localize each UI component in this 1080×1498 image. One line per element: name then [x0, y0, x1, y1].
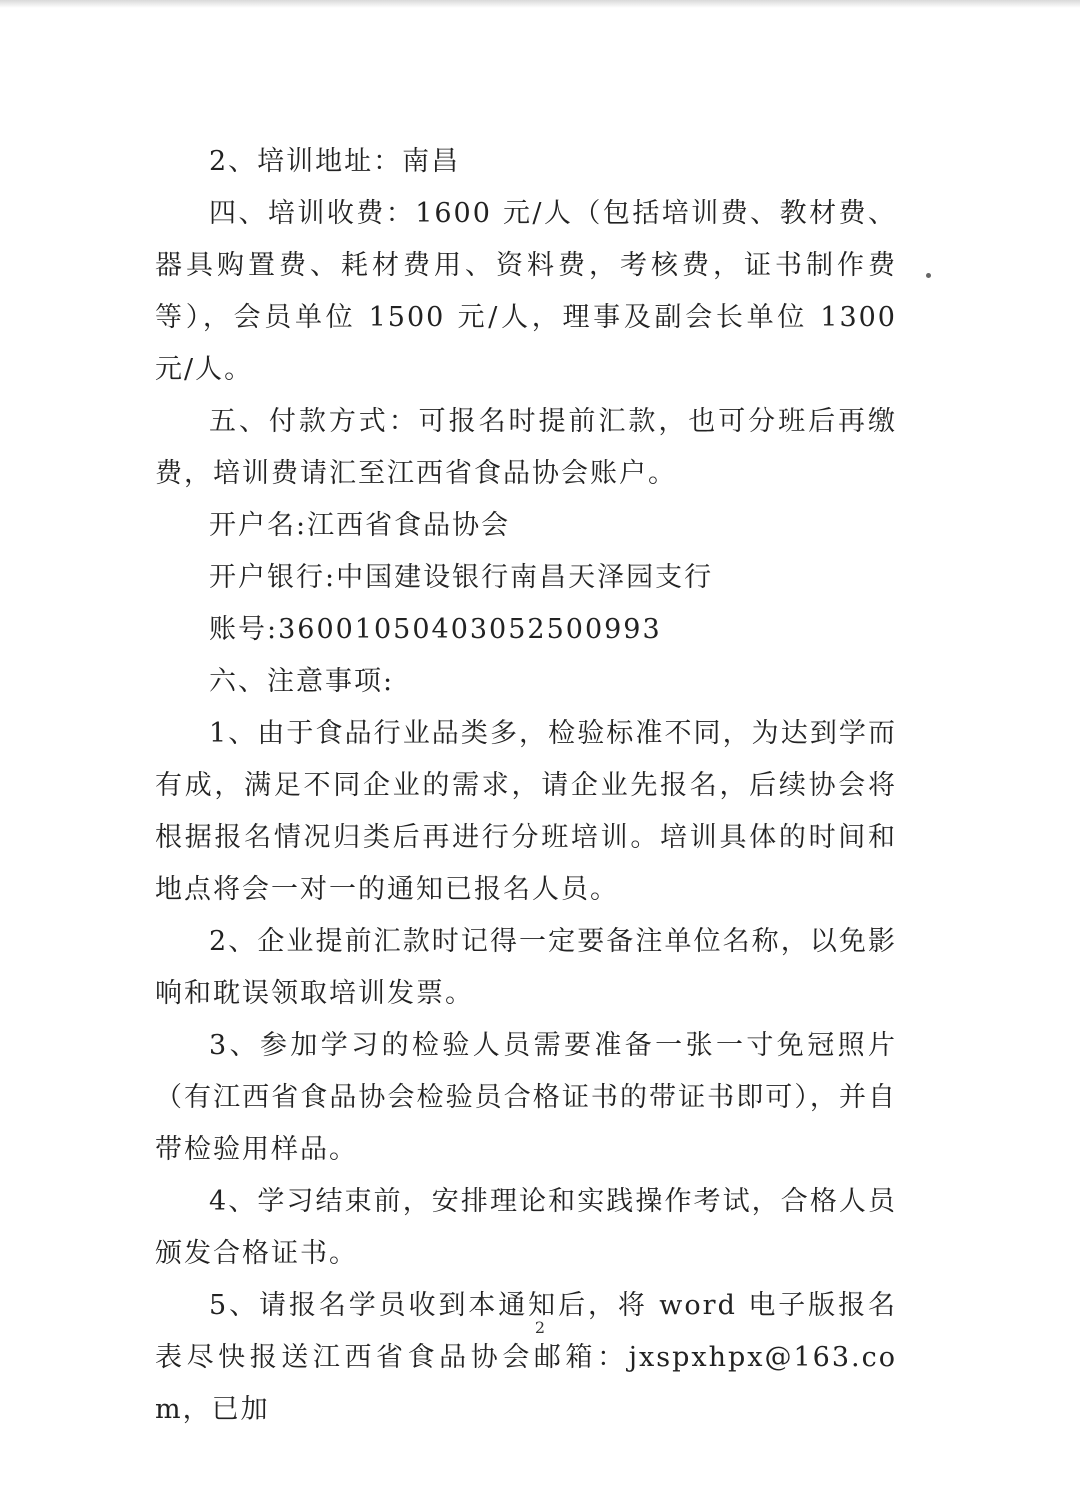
training-fee-paragraph: 四、培训收费：1600 元/人（包括培训费、教材费、器具购置费、耗材费用、资料费，考核费，证书制作费等），会员单位 1500 元/人，理事及副会长单位 1300 元/人。 — [155, 198, 897, 385]
page-number: 2 — [534, 1318, 546, 1337]
note-4-paragraph: 4、学习结束前，安排理论和实践操作考试，合格人员颁发合格证书。 — [155, 1186, 897, 1269]
account-bank-line: 开户银行:中国建设银行南昌天泽园支行 — [209, 562, 714, 593]
account-name-line: 开户名:江西省食品协会 — [209, 510, 511, 541]
training-location-paragraph: 2、培训地址：南昌 — [209, 146, 461, 177]
note-5-paragraph: 5、请报名学员收到本通知后，将 word 电子版报名表尽快报送江西省食品协会邮箱：jxspxhpx@163.com，已加 — [155, 1290, 897, 1425]
notes-heading: 六、注意事项: — [209, 666, 395, 697]
scan-speck — [926, 273, 931, 278]
account-number-line: 账号:36001050403052500993 — [209, 614, 662, 645]
payment-method-paragraph: 五、付款方式：可报名时提前汇款，也可分班后再缴费，培训费请汇至江西省食品协会账户。 — [155, 406, 897, 489]
note-1-paragraph: 1、由于食品行业品类多，检验标准不同，为达到学而有成，满足不同企业的需求，请企业先报名，后续协会将根据报名情况归类后再进行分班培训。培训具体的时间和地点将会一对一的通知已报名人员。 — [155, 718, 897, 905]
note-3-paragraph: 3、参加学习的检验人员需要准备一张一寸免冠照片（有江西省食品协会检验员合格证书的带证书即可），并自带检验用样品。 — [155, 1030, 897, 1165]
note-2-paragraph: 2、企业提前汇款时记得一定要备注单位名称，以免影响和耽误领取培训发票。 — [155, 926, 897, 1009]
document-body — [155, 136, 897, 1436]
